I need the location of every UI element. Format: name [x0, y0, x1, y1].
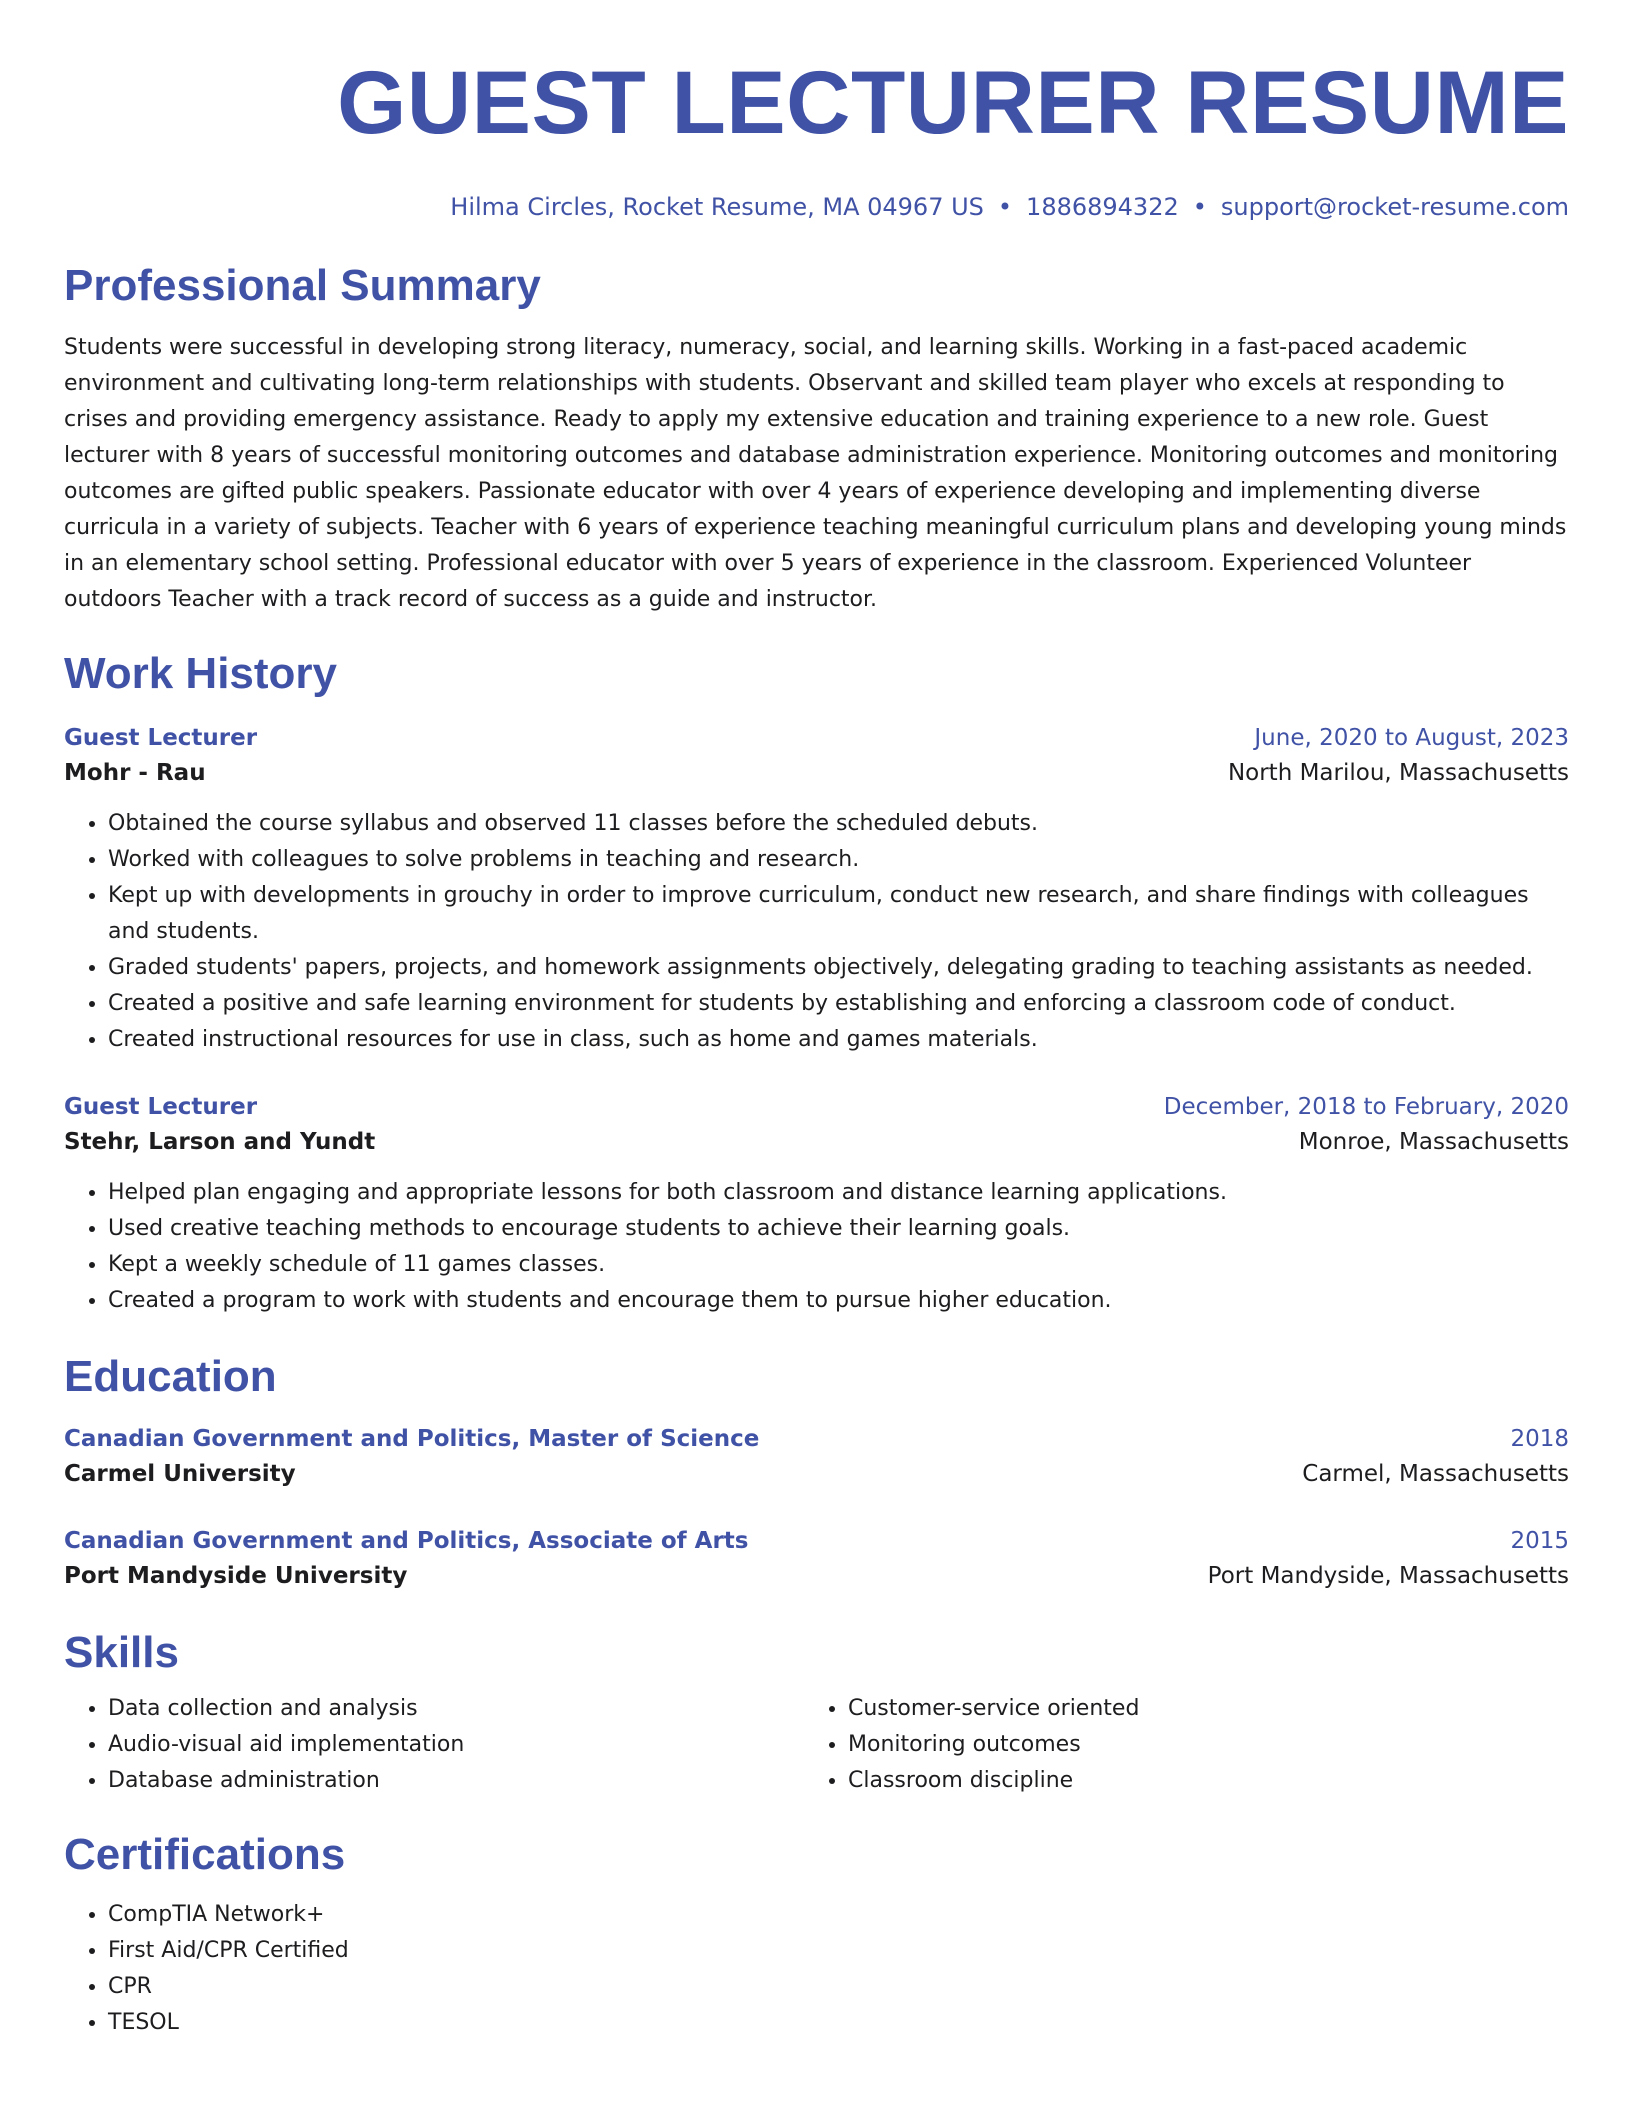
contact-line — [64, 192, 1569, 222]
job-bullet: • Kept up with developments in grouchy in order to improve curriculum, conduct new research, and share findings with colleagues and students. — [108, 878, 1569, 950]
contact-email: support@rocket-resume.com — [1220, 193, 1569, 221]
job-bullet-list — [64, 1175, 1569, 1319]
summary-text: Students were successful in developing strong literacy, numeracy, social, and learning skills. Working in a fast-paced academic environment and cultivating long-term relationships with students. Observant and skilled team player who excels at responding to crises and providing emergency assistance. Ready to apply my extensive education and training experience to a new role. Guest lecturer with 8 years of successful monitoring outcomes and database administration experience. Monitoring outcomes and monitoring outcomes are gifted public speakers. Passionate educator with over 4 years of experience developing and implementing diverse curricula in a variety of subjects. Teacher with 6 years of experience teaching meaningful curriculum plans and developing young minds in an elementary school setting. Professional educator with over 5 years of experience in the classroom. Experienced Volunteer outdoors Teacher with a track record of success as a guide and instructor. — [64, 335, 1567, 612]
certification-item: • CompTIA Network+ — [108, 1897, 1569, 1933]
certification-item: • First Aid/CPR Certified — [108, 1933, 1569, 1969]
job-bullet: • Created a positive and safe learning environment for students by establishing and enforcing a classroom code of conduct. — [108, 986, 1569, 1022]
education-entry-subheader — [64, 1455, 1569, 1493]
work-history-heading: Work History — [64, 649, 338, 698]
certifications-heading: Certifications — [64, 1830, 346, 1879]
job-location: Monroe, Massachusetts — [1298, 1129, 1569, 1155]
school-location: Carmel, Massachusetts — [1302, 1461, 1569, 1487]
education-entry — [64, 1525, 1569, 1595]
skills-list-left — [64, 1691, 804, 1799]
skills-grid — [64, 1691, 1569, 1799]
contact-separator: • — [997, 193, 1013, 221]
job-role: Guest Lecturer — [64, 725, 258, 751]
school-name: Port Mandyside University — [64, 1563, 408, 1589]
skill-item: • Customer-service oriented — [848, 1691, 1544, 1727]
school-location: Port Mandyside, Massachusetts — [1207, 1563, 1569, 1589]
resume-title: GUEST LECTURER RESUME — [337, 52, 1569, 152]
degree: Canadian Government and Politics, Associate of Arts — [64, 1528, 749, 1554]
skill-item: • Data collection and analysis — [108, 1691, 804, 1727]
job-location: North Marilou, Massachusetts — [1227, 760, 1569, 786]
education-entry-subheader — [64, 1557, 1569, 1595]
job-bullet: • Created instructional resources for use in class, such as home and games materials. — [108, 1022, 1569, 1058]
job-company: Mohr - Rau — [64, 760, 206, 786]
work-entry-header — [64, 1091, 1569, 1123]
work-entry-subheader — [64, 1123, 1569, 1161]
skill-item: • Audio-visual aid implementation — [108, 1727, 804, 1763]
work-entry-header — [64, 722, 1569, 754]
school-name: Carmel University — [64, 1461, 296, 1487]
summary-heading: Professional Summary — [64, 261, 541, 310]
certifications-list — [64, 1897, 1569, 2041]
education-entry — [64, 1423, 1569, 1493]
contact-address: Hilma Circles, Rocket Resume, MA 04967 US — [450, 193, 984, 221]
job-bullet: • Graded students' papers, projects, and homework assignments objectively, delegating grading to teaching assistants as needed. — [108, 950, 1569, 986]
graduation-year: 2015 — [1510, 1528, 1569, 1554]
job-bullet: • Worked with colleagues to solve problems in teaching and research. — [108, 842, 1569, 878]
certification-item: • TESOL — [108, 2005, 1569, 2041]
skills-heading: Skills — [64, 1628, 179, 1677]
job-bullet-list — [64, 806, 1569, 1058]
job-role: Guest Lecturer — [64, 1094, 258, 1120]
job-bullet: • Created a program to work with students and encourage them to pursue higher education. — [108, 1283, 1569, 1319]
work-entry — [64, 1091, 1569, 1319]
education-heading: Education — [64, 1352, 277, 1401]
degree: Canadian Government and Politics, Master of Science — [64, 1426, 760, 1452]
job-bullet: • Obtained the course syllabus and observed 11 classes before the scheduled debuts. — [108, 806, 1569, 842]
skill-item: • Classroom discipline — [848, 1763, 1544, 1799]
education-entry-header — [64, 1525, 1569, 1557]
job-bullet: • Helped plan engaging and appropriate lessons for both classroom and distance learning applications. — [108, 1175, 1569, 1211]
skill-item: • Monitoring outcomes — [848, 1727, 1544, 1763]
work-entry — [64, 722, 1569, 1058]
certification-item: • CPR — [108, 1969, 1569, 2005]
contact-separator: • — [1192, 193, 1207, 221]
job-bullet: • Used creative teaching methods to encourage students to achieve their learning goals. — [108, 1211, 1569, 1247]
skill-item: • Database administration — [108, 1763, 804, 1799]
job-dates: June, 2020 to August, 2023 — [1254, 725, 1569, 751]
job-bullet: • Kept a weekly schedule of 11 games classes. — [108, 1247, 1569, 1283]
graduation-year: 2018 — [1510, 1426, 1569, 1452]
job-company: Stehr, Larson and Yundt — [64, 1129, 376, 1155]
education-entry-header — [64, 1423, 1569, 1455]
skills-list-right — [804, 1691, 1544, 1799]
contact-phone: 1886894322 — [1026, 193, 1179, 221]
work-entry-subheader — [64, 754, 1569, 792]
job-dates: December, 2018 to February, 2020 — [1163, 1094, 1569, 1120]
